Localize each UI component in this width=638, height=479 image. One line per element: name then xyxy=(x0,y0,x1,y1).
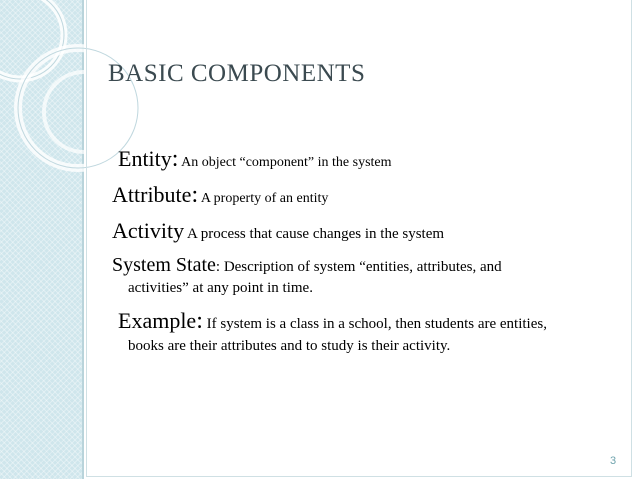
item-term: Activity xyxy=(112,218,185,243)
item-example xyxy=(118,308,547,335)
item-term: Example xyxy=(118,308,197,333)
item-description: A property of an entity xyxy=(198,191,329,206)
item-description-continued: books are their attributes and to study is their activity. xyxy=(128,338,451,354)
item-system-state xyxy=(112,254,502,277)
item-colon: : xyxy=(215,259,221,275)
item-entity xyxy=(118,146,392,173)
item-description: If system is a class in a school, then students are entities, xyxy=(202,316,547,332)
item-colon: : xyxy=(191,182,199,208)
item-description-continued: activities” at any point in time. xyxy=(128,280,313,296)
slide-title: BASIC COMPONENTS xyxy=(108,60,366,87)
item-description: Description of system “entities, attributes, and xyxy=(220,259,502,275)
item-colon: : xyxy=(196,308,203,334)
item-term: Entity xyxy=(118,146,172,171)
item-term: Attribute xyxy=(112,182,192,207)
item-attribute xyxy=(112,182,328,209)
item-term: System State xyxy=(112,254,216,276)
item-description: An object “component” in the system xyxy=(178,155,392,170)
item-description: A process that cause changes in the system xyxy=(184,226,445,242)
item-activity xyxy=(112,218,444,244)
page-number: 3 xyxy=(610,455,617,467)
item-colon: : xyxy=(171,146,179,172)
